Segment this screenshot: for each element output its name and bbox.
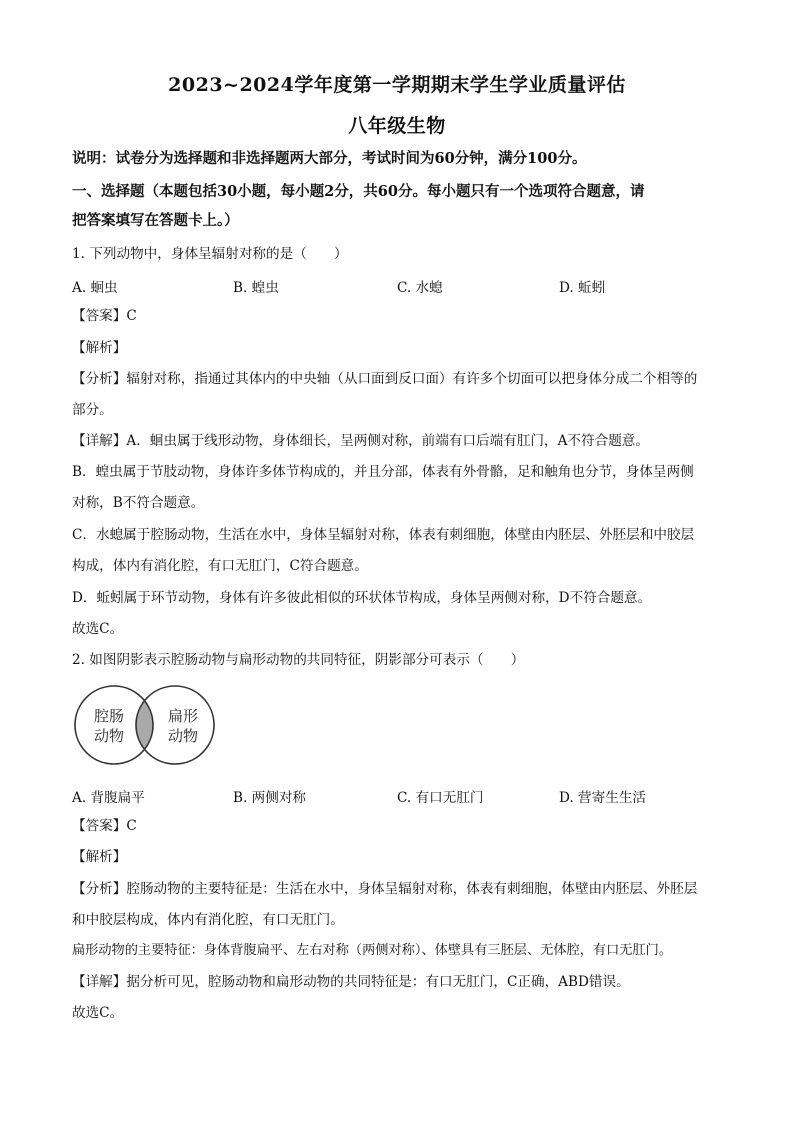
- q1-options: [72, 276, 732, 294]
- q1-detail-b-line1: B．蝗虫属于节肢动物，身体许多体节构成的，并且分部，体表有外骨骼，足和触角也分节，身体呈两侧: [72, 464, 694, 480]
- q1-option-c: C. 水螅: [397, 280, 443, 296]
- venn-diagram: [72, 682, 222, 768]
- q2-option-c: C. 有口无肛门: [397, 790, 484, 806]
- section-heading-line1: 一、选择题（本题包括30小题，每小题2分，共60分。每小题只有一个选项符合题意，请: [72, 183, 645, 200]
- q1-detail-a: [72, 432, 732, 450]
- fenxi-tag: 【分析】: [72, 371, 127, 387]
- exam-subject: 八年级生物: [348, 115, 446, 137]
- answer-tag: 【答案】: [72, 308, 127, 324]
- fenxi-text: 腔肠动物的主要特征是：生活在水中，身体呈辐射对称，体表有刺细胞，体壁由内胚层、外胚层: [126, 881, 698, 897]
- answer-value: C: [126, 308, 137, 324]
- q1-analysis-tag: 【解析】: [72, 340, 127, 356]
- q1-fenxi-line2: 部分。: [72, 402, 113, 418]
- q1-option-d: D. 蚯蚓: [559, 280, 606, 296]
- q1-detail-c-line2: 构成，体内有消化腔，有口无肛门，C符合题意。: [72, 558, 368, 574]
- venn-right-label-line1: 扁形: [168, 707, 199, 725]
- detail-text: A．蛔虫属于线形动物，身体细长，呈两侧对称，前端有口后端有肛门，A不符合题意。: [126, 433, 649, 449]
- venn-right-label-line2: 动物: [168, 727, 199, 745]
- q2-answer: [72, 817, 732, 835]
- q2-detail: [72, 973, 732, 991]
- q1-stem: 1. 下列动物中，身体呈辐射对称的是（ ）: [72, 246, 348, 262]
- q2-options: [72, 786, 732, 804]
- q1-conclusion: 故选C。: [72, 621, 124, 637]
- exam-title: 2023~2024学年度第一学期期末学生学业质量评估: [168, 74, 626, 96]
- q2-conclusion: 故选C。: [72, 1005, 124, 1021]
- q2-analysis-tag: 【解析】: [72, 849, 127, 865]
- fenxi-text: 辐射对称，指通过其体内的中央轴（从口面到反口面）有许多个切面可以把身体分成二个相等的: [126, 371, 698, 387]
- detail-text: 据分析可见，腔肠动物和扁形动物的共同特征是：有口无肛门，C正确，ABD错误。: [126, 974, 630, 990]
- detail-tag: 【详解】: [72, 974, 127, 990]
- q2-option-a: A. 背腹扁平: [72, 790, 145, 806]
- q1-fenxi-line1: [72, 370, 732, 388]
- venn-left-label-line1: 腔肠: [94, 707, 125, 725]
- detail-tag: 【详解】: [72, 433, 127, 449]
- answer-tag: 【答案】: [72, 818, 127, 834]
- q1-option-a: A. 蛔虫: [72, 280, 118, 296]
- section-heading-line2: 把答案填写在答题卡上。）: [72, 212, 239, 229]
- q2-fenxi-line1: [72, 880, 732, 898]
- answer-value: C: [126, 818, 137, 834]
- fenxi-tag: 【分析】: [72, 881, 127, 897]
- q1-answer: [72, 307, 732, 325]
- q2-fenxi-line3: 扁形动物的主要特征：身体背腹扁平、左右对称（两侧对称）、体壁具有三胚层、无体腔，有口无肛门。: [72, 943, 673, 958]
- exam-note: 说明：试卷分为选择题和非选择题两大部分，考试时间为60分钟，满分100分。: [72, 150, 587, 167]
- q1-detail-d: D．蚯蚓属于环节动物，身体有许多彼此相似的环状体节构成，身体呈两侧对称，D不符合题意。: [72, 590, 652, 606]
- q2-stem: 2. 如图阴影表示腔肠动物与扁形动物的共同特征，阴影部分可表示（ ）: [72, 652, 525, 668]
- q1-detail-c-line1: C．水螅属于腔肠动物，生活在水中，身体呈辐射对称，体表有刺细胞，体壁由内胚层、外胚层和中胶层: [72, 527, 695, 543]
- q2-fenxi-line2: 和中胶层构成，体内有消化腔，有口无肛门。: [72, 912, 344, 928]
- q2-option-b: B. 两侧对称: [233, 790, 307, 806]
- q1-detail-b-line2: 对称，B不符合题意。: [72, 495, 205, 511]
- q1-option-b: B. 蝗虫: [233, 280, 279, 296]
- q2-option-d: D. 营寄生生活: [559, 790, 647, 806]
- venn-left-label-line2: 动物: [94, 727, 125, 745]
